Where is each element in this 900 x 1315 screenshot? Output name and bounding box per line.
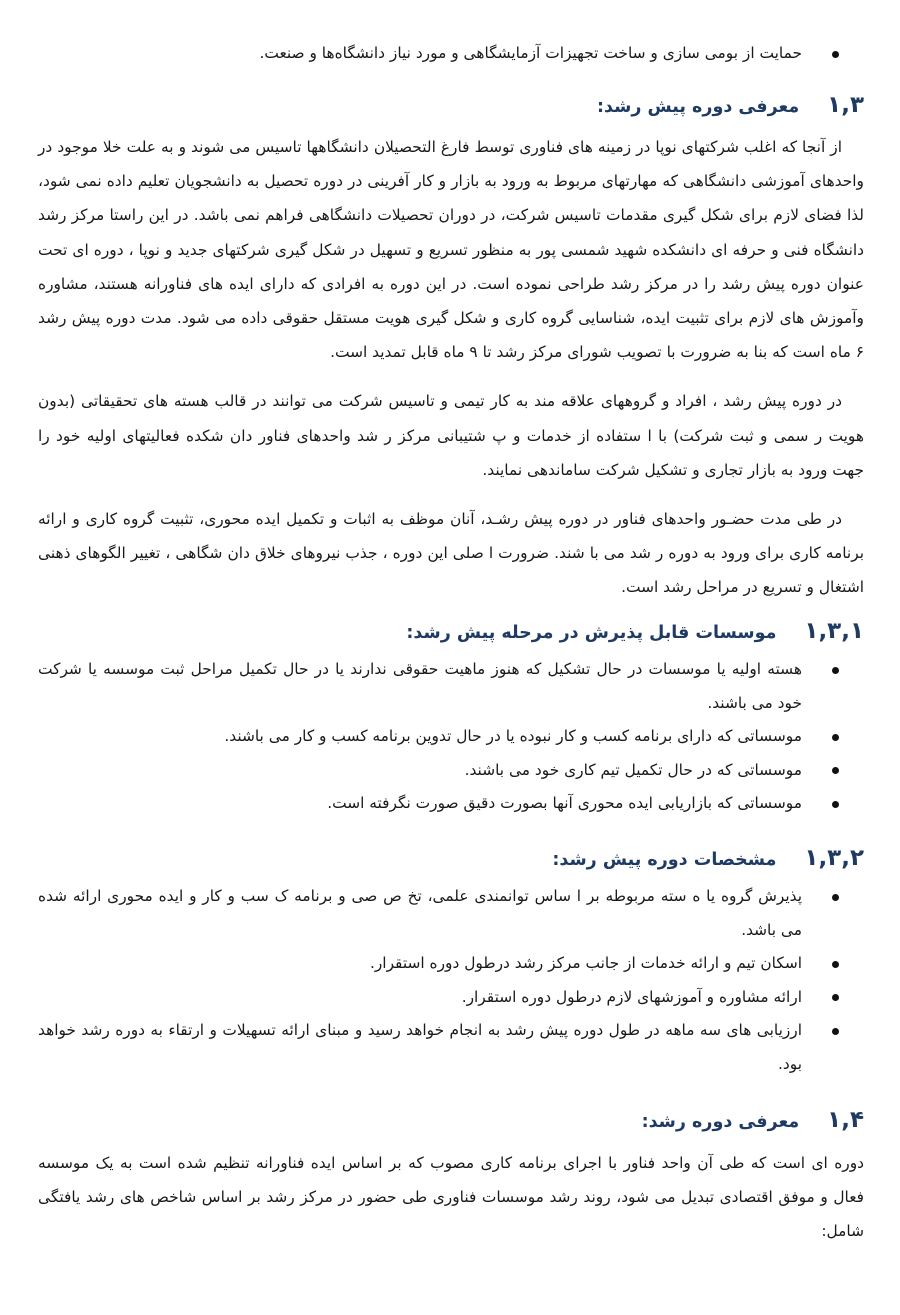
section-title: معرفی دوره پیش رشد bbox=[604, 97, 800, 117]
bullet-icon bbox=[832, 801, 839, 808]
section-heading-1-3-1 bbox=[406, 618, 864, 644]
list-item bbox=[38, 787, 864, 821]
list-item bbox=[38, 1014, 864, 1081]
paragraph: در طی مدت حضـور واحدهای فناور در دوره پیش رشـد، آنان موظف به اثبات و تکمیل ایده محوری، تثبیت گروه کاری و ارائه برنامه کاری برای ورود به دوره ر شد می با شند. ضرورت ا صلی این دوره ، جذب نیروهای خلاق دان شگاهی ، تغییر الگوهای ذهنی اشتغال و تسریع در مراحل رشد است. bbox=[38, 510, 864, 597]
section-title: معرفی دوره رشد bbox=[648, 1112, 800, 1132]
list-item bbox=[38, 37, 864, 71]
section-number: ۱,۳ bbox=[827, 92, 864, 118]
bullet-icon bbox=[832, 734, 839, 741]
paragraph: از آنجا که اغلب شرکتهای نوپا در زمینه های فناوری توسط فارغ التحصیلان دانشگاهها تاسیس می شوند و به علت خلا موجود در واحدهای آموزشی دانشگاهی که مهارتهای مربوط به ورود به بازار و کار آفرینی در دوره تحصیل به دانشجویان تعلیم داده نمی شود، لذا فضای لازم برای شکل گیری مقدمات تاسیس شرکت، در دوران تحصیلات دانشگاهی فراهم نمی باشد. در این راستا مرکز رشد دانشگاه فنی و حرفه ای دانشکده شهید شمسی پور به منظور تسریع و تسهیل در شکل گیری شرکتهای جدید و نوپا ، دوره ای تحت عنوان دوره پیش رشد را در مرکز رشد طراحی نموده است. در این دوره به افرادی که دارای ایده های فناورانه هستند، مشاوره وآموزش های لازم برای تثبیت ایده، شناسایی گروه کاری و شکل گیری هویت مستقل حقوقی داده می شود. مدت دوره پیش رشد ۶ ماه است که بنا به ضرورت با تصویب شورای مرکز رشد تا ۹ ماه قابل تمدید است. bbox=[38, 138, 864, 362]
list-item-text: حمایت از بومی سازی و ساخت تجهیزات آزمایشگاهی و مورد نیاز دانشگاه‌ها و صنعت. bbox=[259, 44, 802, 62]
bullet-icon bbox=[832, 894, 839, 901]
section-list-1-3-1 bbox=[38, 653, 864, 821]
list-item bbox=[38, 947, 864, 981]
section-title: مشخصات دوره پیش رشد bbox=[559, 850, 777, 870]
bullet-icon bbox=[832, 767, 839, 774]
list-item bbox=[38, 653, 864, 720]
heading-colon: : bbox=[597, 97, 605, 117]
list-item-text: موسساتی که در حال تکمیل تیم کاری خود می باشند. bbox=[464, 760, 802, 779]
list-item bbox=[38, 981, 864, 1015]
paragraph: دوره ای است که طی آن واحد فناور با اجرای برنامه کاری مصوب که بر اساس ایده فناورانه تنظیم شده است به یک موسسه فعال و موفق اقتصادی تبدیل می شود، روند رشد موسسات فناوری طی حضور در مرکز رشد بر اساس شاخص های رشد یافتگی شامل: bbox=[38, 1154, 864, 1241]
list-item-text: موسساتی که بازاریابی ایده محوری آنها بصورت دقیق صورت نگرفته است. bbox=[327, 794, 802, 812]
list-item-text: اسکان تیم و ارائه خدمات از جانب مرکز رشد درطول دوره استقرار. bbox=[369, 954, 802, 972]
list-item-text: موسساتی که دارای برنامه کسب و کار نبوده یا در حال تدوین برنامه کسب و کار می باشند. bbox=[224, 727, 802, 745]
bullet-icon bbox=[832, 994, 839, 1001]
section-heading-1-4 bbox=[642, 1107, 864, 1133]
heading-colon: : bbox=[641, 1112, 649, 1132]
top-bullet-list bbox=[38, 37, 864, 71]
section-number: ۱,۳,۲ bbox=[804, 845, 864, 871]
paragraph: در دوره پیش رشد ، افراد و گروههای علاقه مند به کار تیمی و تاسیس شرکت می توانند در قالب هسته های تحقیقاتی (بدون هویت ر سمی و ثبت شرکت) با ا ستفاده از خدمات و پ شتیبانی مرکز ر شد واحدهای فناور دان شکده فعالیتهای اولیه خود را جهت ورود به بازار تجاری و تشکیل شرکت ساماندهی نمایند. bbox=[38, 392, 864, 479]
section-body-1-4 bbox=[38, 1146, 864, 1249]
section-heading-1-3 bbox=[597, 92, 864, 118]
section-title: موسسات قابل پذیرش در مرحله پیش رشد bbox=[413, 623, 777, 643]
section-list-1-3-2 bbox=[38, 880, 864, 1081]
list-item bbox=[38, 880, 864, 947]
list-item-text: هسته اولیه یا موسسات در حال تشکیل که هنوز ماهیت حقوقی ندارند یا در حال تکمیل مراحل ثبت موسسه یا شرکت خود می باشند. bbox=[38, 660, 802, 712]
heading-colon: : bbox=[552, 850, 560, 870]
list-item-text: ارائه مشاوره و آموزشهای لازم درطول دوره استقرار. bbox=[461, 987, 802, 1006]
list-item-text: ارزیابی های سه ماهه در طول دوره پیش رشد به انجام خواهد رسید و مبنای ارائه تسهیلات و ارتقاء به دوره رشد خواهد بود. bbox=[38, 1021, 802, 1073]
heading-colon: : bbox=[406, 623, 414, 643]
list-item-text: پذیرش گروه یا ه سته مربوطه بر ا ساس توانمندی علمی، تخ ص صی و برنامه ک سب و کار و ایده محوری ارائه شده می باشد. bbox=[38, 887, 802, 939]
section-body-1-3 bbox=[38, 130, 864, 605]
section-heading-1-3-2 bbox=[552, 845, 864, 871]
list-item bbox=[38, 720, 864, 754]
bullet-icon bbox=[832, 51, 839, 58]
bullet-icon bbox=[832, 961, 839, 968]
list-item bbox=[38, 754, 864, 788]
bullet-icon bbox=[832, 1028, 839, 1035]
section-number: ۱,۳,۱ bbox=[804, 618, 864, 644]
bullet-icon bbox=[832, 667, 839, 674]
section-number: ۱,۴ bbox=[827, 1107, 864, 1133]
